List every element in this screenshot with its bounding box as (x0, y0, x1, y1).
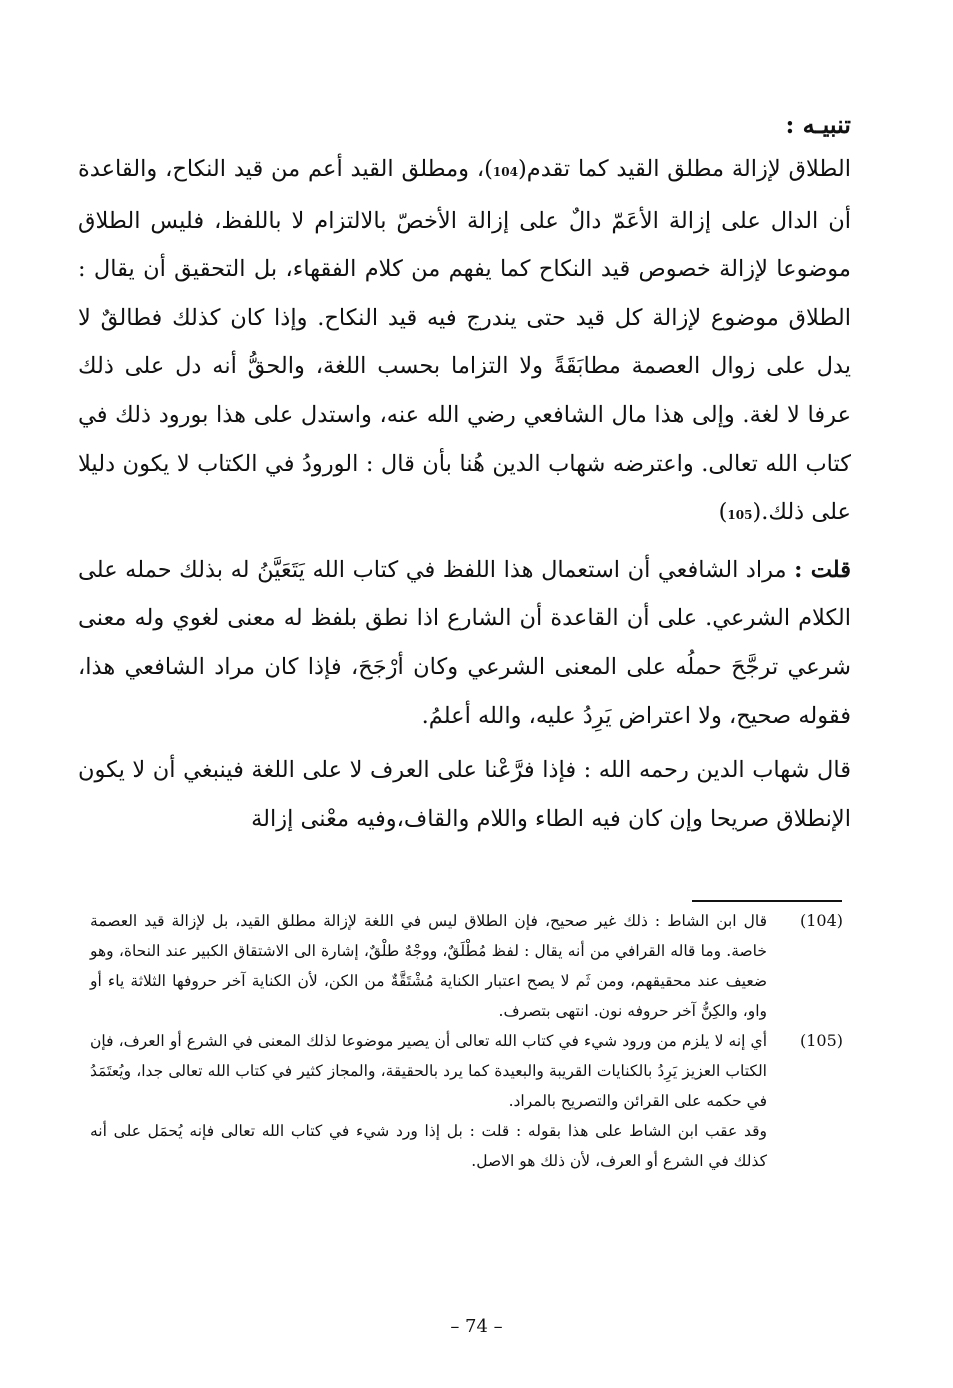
paragraph-2 (78, 546, 851, 740)
footnote-104 (90, 906, 843, 1026)
paragraph-1-text-b: )، ومطلق القيد أعم من قيد النكاح، والقاعدة أن الدال على إزالة الأعَمّ دالٌ على إزالة الأخصّ بالالتزام لا باللفظ، فليس الطلاق موضوعا لإزالة خصوص قيد النكاح كما يفهم من كلام الفقهاء، بل التحقيق أن يقال : الطلاق موضوع لإزالة كل قيد حتى يندرج فيه قيد النكاح. وإذا كان كذلك فطالقٌ لا يدل على زوال العصمة مطابَقَةً ولا التزاما بحسب اللغة، والحقُّ أنه دل على ذلك عرفا لا لغة. وإلى هذا مال الشافعي رضي الله عنه، واستدل على هذا بورود ذلك في كتاب الله تعالى. واعترضه شهاب الدين هُنا بأن قال : الورودُ في الكتاب لا يكون دليلا على ذلك.( (78, 156, 851, 526)
footnote-ref-105: 105 (727, 508, 753, 523)
footnotes (90, 906, 843, 1176)
section-heading: تنبيـه : (785, 110, 851, 139)
footnote-text: قال ابن الشاط : ذلك غير صحيح، فإن الطلاق ليس في اللغة لإزالة مطلق القيد، بل لإزالة قيد العصمة خاصة. وما قاله القرافي من أنه يقال : لفظ مُطْلَقٌ، ووجْهٌ طلْقٌ، إشارة الى الاشتقاق الكبير عند النحاة، وهو ضعيف عند محقيقهم، ومن ثَم لا يصح اعتبار الكناية مُشْتَقَّةٌ من الكن، لأن الكناية آخر حروفها الثلاثة ياء أو واو، والكِنُّ آخر حروفه نون. انتهى بتصرف. (90, 912, 767, 1020)
footnote-text-continued: وقد عقب ابن الشاط على هذا بقوله : قلت : بل إذا ورد شيء في كتاب الله تعالى فإنه يُحمَل على أنه كذلك في الشرع أو العرف، لأن ذلك هو الاصل. (90, 1122, 767, 1170)
paragraph-2-text: مراد الشافعي أن استعمال هذا اللفظ في كتاب الله يَتَعَيَّنُ له بذلك حمله على الكلام الشرعي. على أن القاعدة أن الشارع اذا نطق بلفظ له معنى لغوي وله معنى شرعي ترجَّحَ حملُه على المعنى الشرعي وكان أرْجَحَ، فإذا كان مراد الشافعي هذا، فقوله صحيح، ولا اعتراض يَرِدُ عليه، والله أعلمُ. (78, 556, 851, 729)
main-text (78, 110, 851, 849)
footnote-divider (692, 900, 842, 902)
paragraph-2-lead: قلت : (794, 556, 852, 583)
page-number: – 74 – (450, 1316, 503, 1337)
footnote-number: (104) (799, 911, 843, 930)
footnote-105 (90, 1026, 843, 1176)
paragraph-1-text-c: ) (718, 499, 728, 526)
footnote-text-group (90, 1026, 767, 1176)
paragraph-1-text-a: الطلاق لإزالة مطلق القيد كما تقدم( (517, 156, 851, 182)
paragraph-3-text: قال شهاب الدين رحمه الله : فإذا فرَّعْنا على العرف لا على اللغة فينبغي أن لا يكون الإنطلاق صريحا وإن كان فيه الطاء واللام والقاف،وفيه معْنى إزالة (78, 757, 851, 832)
paragraph-1 (78, 145, 851, 540)
paragraph-3 (78, 746, 851, 843)
footnote-number: (105) (799, 1031, 843, 1050)
footnote-text: أي إنه لا يلزم من ورود شيء في كتاب الله تعالى أن يصير موضوعا لذلك المعنى في الشرع أو العرف، فإن الكتاب العزيز يَرِدُ بالكنايات القريبة والبعيدة كما يرد بالحقيقة، والمجاز كثير في كتاب الله تعالى جدا، ويُعتَمَدُ في حكمه على القرائن والتصريح بالمراد. (90, 1032, 767, 1110)
footnote-ref-104: 104 (492, 165, 518, 179)
